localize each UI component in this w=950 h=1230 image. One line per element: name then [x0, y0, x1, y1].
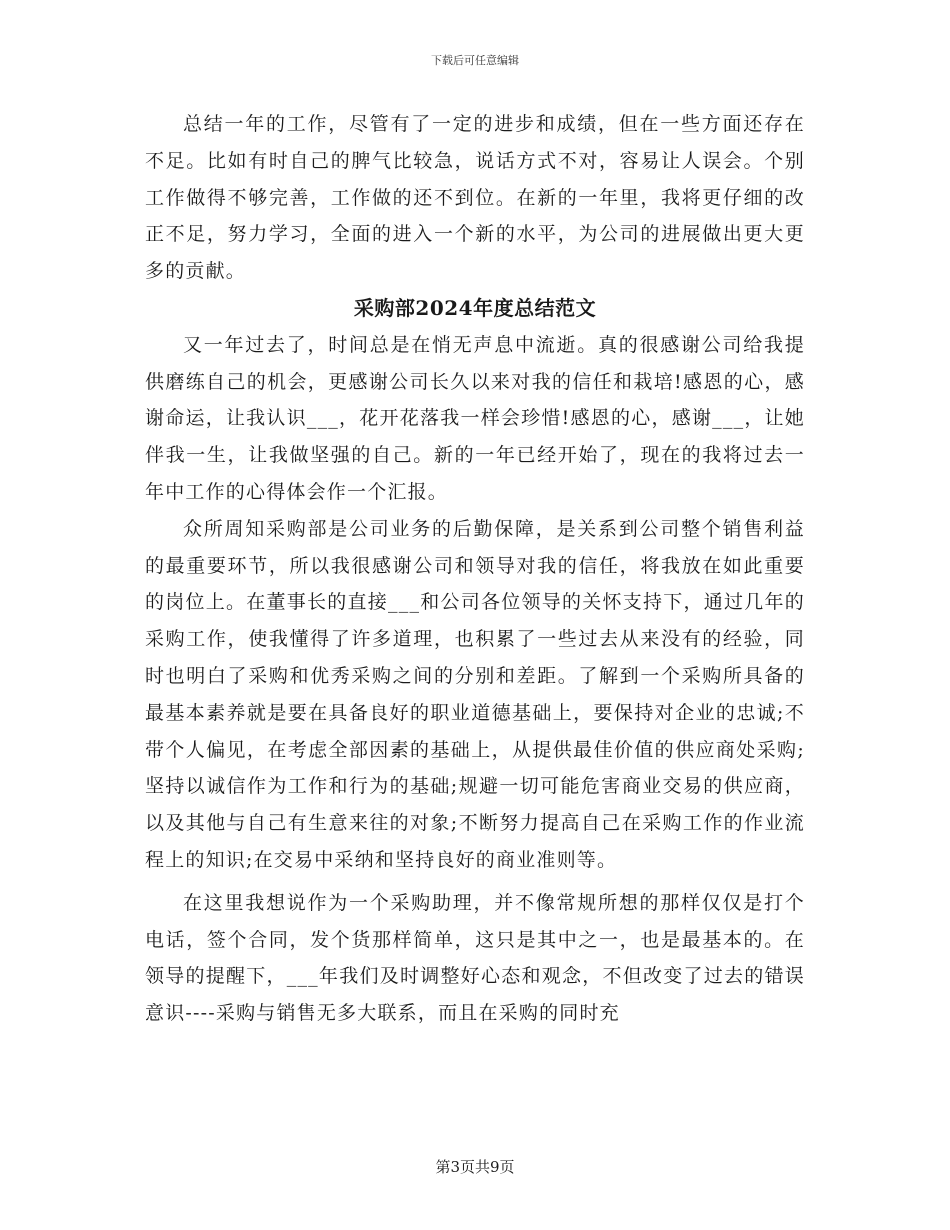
document-body	[145, 106, 805, 1032]
paragraph-assistant: 在这里我想说作为一个采购助理，并不像常规所想的那样仅仅是打个电话，签个合同，发个货那样简单，这只是其中之一，也是最基本的。在领导的提醒下，___年我们及时调整好心态和观念，不但改变了过去的错误意识----采购与销售无多大联系，而且在采购的同时充	[145, 891, 805, 1025]
paragraph-summary: 总结一年的工作，尽管有了一定的进步和成绩，但在一些方面还存在不足。比如有时自己的脾气比较急，说话方式不对，容易让人误会。个别工作做得不够完善，工作做的还不到位。在新的一年里，我将更仔细的改正不足，努力学习，全面的进入一个新的水平，为公司的进展做出更大更多的贡献。	[145, 113, 805, 283]
paragraph-role: 众所周知采购部是公司业务的后勤保障，是关系到公司整个销售利益的最重要环节，所以我很感谢公司和领导对我的信任，将我放在如此重要的岗位上。在董事长的直接___和公司各位领导的关怀支持下，通过几年的采购工作，使我懂得了许多道理，也积累了一些过去从来没有的经验，同时也明白了采购和优秀采购之间的分别和差距。了解到一个采购所具备的最基本素养就是要在具备良好的职业道德基础上，要保持对企业的忠诚;不带个人偏见，在考虑全部因素的基础上，从提供最佳价值的供应商处采购;坚持以诚信作为工作和行为的基础;规避一切可能危害商业交易的供应商，以及其他与自己有生意来往的对象;不断努力提高自己在采购工作的作业流程上的知识;在交易中采纳和坚持良好的商业准则等。	[145, 517, 805, 871]
section-title: 采购部2024年度总结范文	[353, 295, 597, 320]
page-header: 下载后可任意编辑	[431, 54, 519, 67]
page-number: 第3页共9页	[435, 1158, 515, 1176]
paragraph-intro: 又一年过去了，时间总是在悄无声息中流逝。真的很感谢公司给我提供磨练自己的机会，更感谢公司长久以来对我的信任和栽培!感恩的心，感谢命运，让我认识___，花开花落我一样会珍惜!感恩的心，感谢___，让她伴我一生，让我做坚强的自己。新的一年已经开始了，现在的我将过去一年中工作的心得体会作一个汇报。	[145, 333, 805, 503]
